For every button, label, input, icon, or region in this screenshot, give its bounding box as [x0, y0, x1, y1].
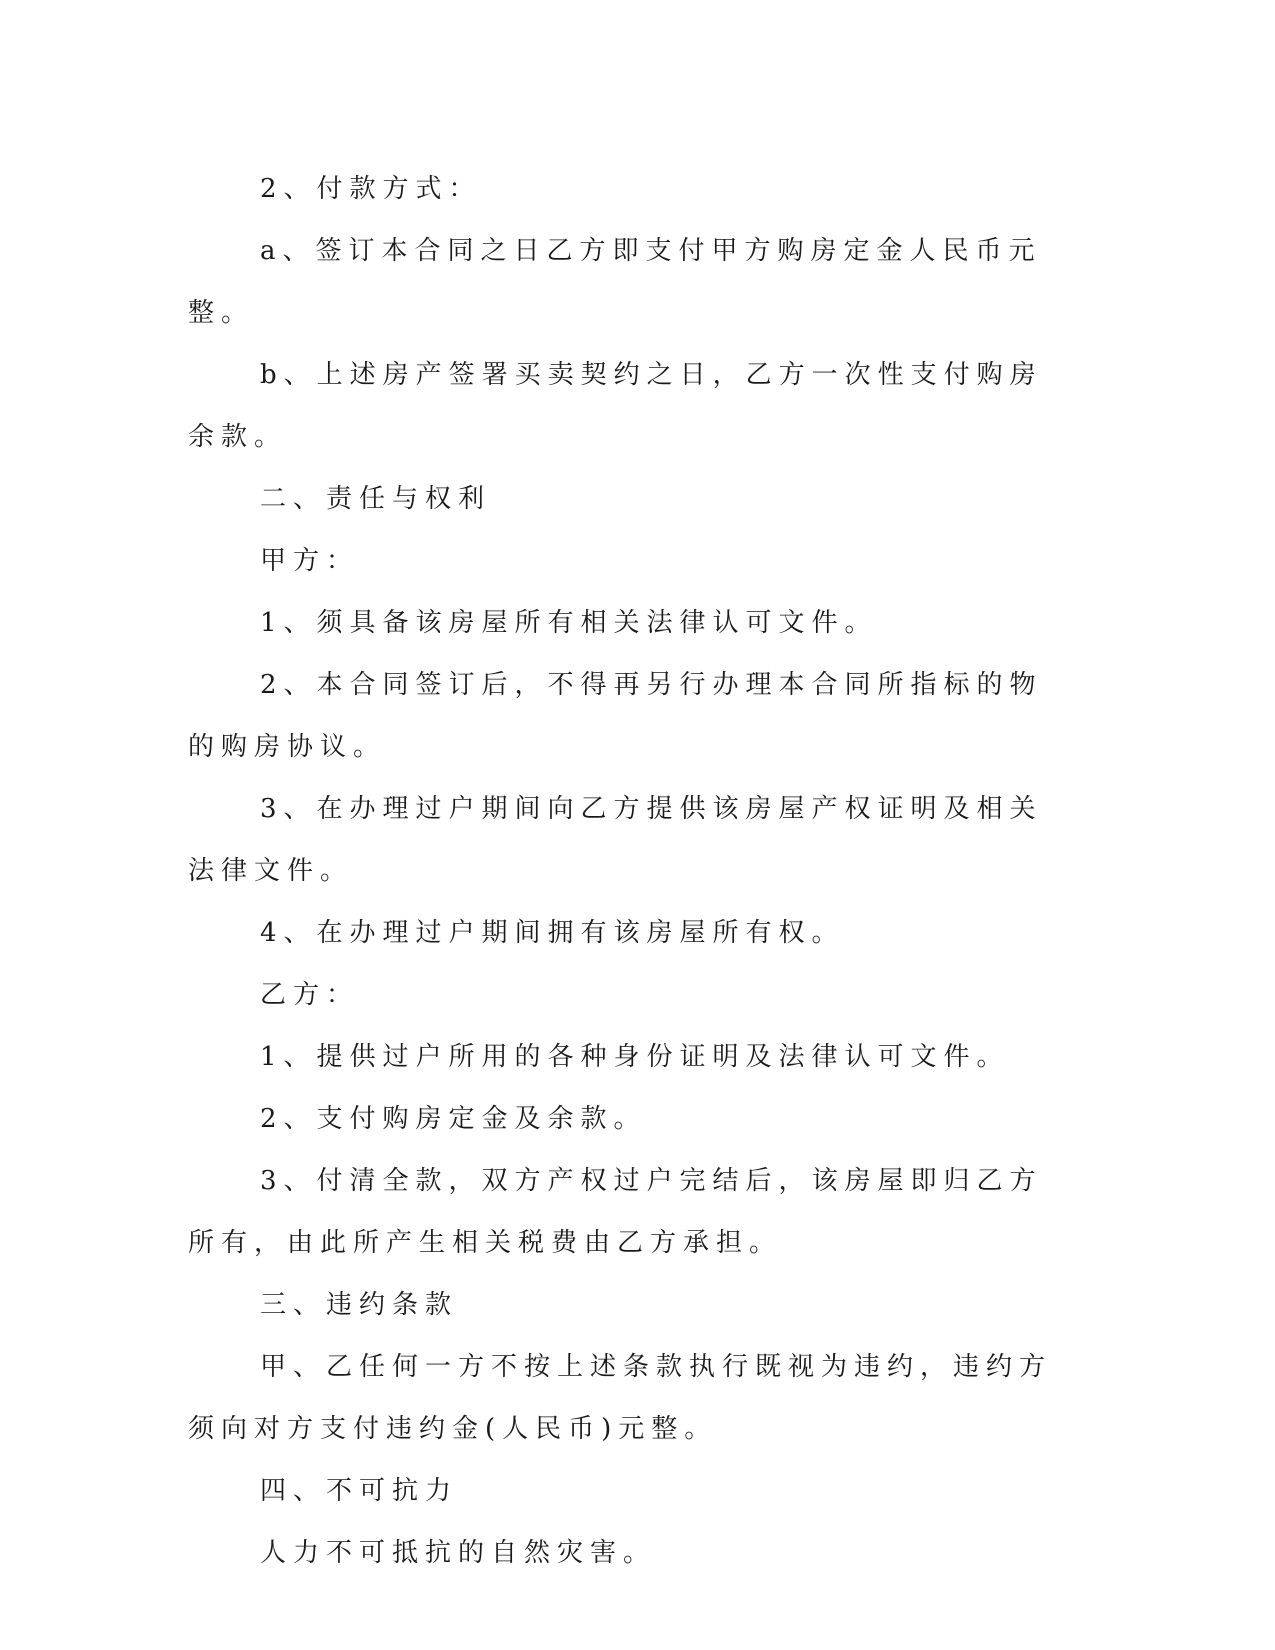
- party-b-item-3: 3、付清全款，双方产权过户完结后，该房屋即归乙方所有，由此所产生相关税费由乙方承担。: [188, 1166, 1043, 1258]
- payment-method-heading: 2、付款方式：: [260, 174, 482, 204]
- document-body: [188, 158, 1073, 1584]
- party-b-heading: 乙方：: [260, 980, 360, 1010]
- party-a-item-3: 3、在办理过户期间向乙方提供该房屋产权证明及相关法律文件。: [188, 794, 1043, 886]
- party-a-heading: 甲方：: [260, 546, 360, 576]
- section-heading-force-majeure: 四、不可抗力: [260, 1476, 459, 1506]
- party-a-item-1: 1、须具备该房屋所有相关法律认可文件。: [260, 608, 878, 638]
- party-a-item-4: 4、在办理过户期间拥有该房屋所有权。: [260, 918, 845, 948]
- breach-clause: 甲、乙任何一方不按上述条款执行既视为违约，违约方须向对方支付违约金(人民币)元整。: [188, 1352, 1053, 1444]
- payment-clause-b: b、上述房产签署买卖契约之日，乙方一次性支付购房余款。: [188, 360, 1043, 452]
- section-heading-responsibilities: 二、责任与权利: [260, 484, 492, 514]
- party-a-item-2: 2、本合同签订后，不得再另行办理本合同所指标的物的购房协议。: [188, 670, 1043, 762]
- payment-clause-a: a、签订本合同之日乙方即支付甲方购房定金人民币元整。: [188, 236, 1042, 328]
- party-b-item-2: 2、支付购房定金及余款。: [260, 1104, 647, 1134]
- section-heading-breach: 三、违约条款: [260, 1290, 459, 1320]
- force-majeure-clause: 人力不可抵抗的自然灾害。: [260, 1538, 657, 1568]
- party-b-item-1: 1、提供过户所用的各种身份证明及法律认可文件。: [260, 1042, 1010, 1072]
